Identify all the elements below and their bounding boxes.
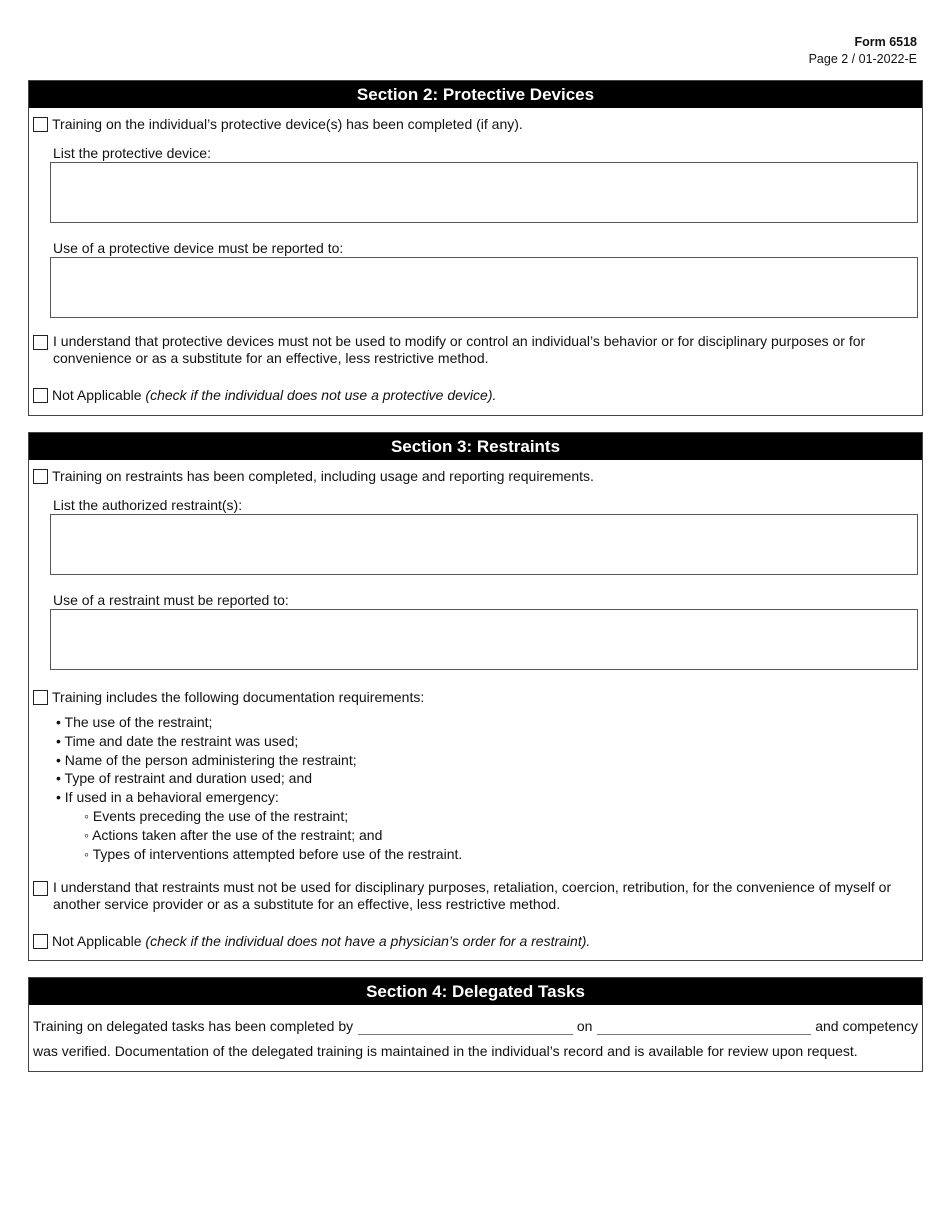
form-identifier xyxy=(809,34,917,68)
restraint-training-row xyxy=(33,468,918,485)
restraint-report-label: Use of a restraint must be reported to: xyxy=(53,592,289,608)
delegated-text-on: on xyxy=(576,1018,593,1034)
protective-understand-checkbox[interactable] xyxy=(33,335,48,350)
sub-list-item: ◦ Actions taken after the use of the restraint; and xyxy=(84,826,383,843)
sub-list-item: ◦ Events preceding the use of the restraint; xyxy=(84,807,349,824)
protective-understand-row xyxy=(33,333,918,367)
list-item: • Name of the person administering the restraint; xyxy=(56,751,357,768)
restraint-na-label: Not Applicable xyxy=(52,933,142,949)
protective-understand-label: I understand that protective devices must not be used to modify or control an individual’s behavior or for disciplinary purposes or for convenience or as a substitute for an effective, less restrictive method. xyxy=(53,333,866,366)
protective-training-label: Training on the individual’s protective device(s) has been completed (if any). xyxy=(52,116,523,132)
delegated-text-before: Training on delegated tasks has been completed by xyxy=(33,1018,354,1034)
restraint-understand-label: I understand that restraints must not be used for disciplinary purposes, retaliation, coercion, retribution, for the convenience of myself or another service provider or as a substitute for an effective, less restrictive method. xyxy=(53,879,892,912)
protective-device-list-label: List the protective device: xyxy=(53,145,211,161)
restraint-list-field[interactable] xyxy=(50,514,918,575)
protective-training-row xyxy=(33,116,918,133)
restraint-na-note: (check if the individual does not have a physician’s order for a restraint). xyxy=(145,933,591,949)
section-restraints xyxy=(28,432,923,961)
protective-na-note: (check if the individual does not use a protective device). xyxy=(145,387,497,403)
section-3-title: Section 3: Restraints xyxy=(29,433,922,460)
completed-by-field[interactable] xyxy=(358,1018,573,1035)
protective-report-field[interactable] xyxy=(50,257,918,318)
documentation-checkbox[interactable] xyxy=(33,690,48,705)
restraint-list-label: List the authorized restraint(s): xyxy=(53,497,243,513)
section-2-title: Section 2: Protective Devices xyxy=(29,81,922,108)
restraint-report-field[interactable] xyxy=(50,609,918,670)
page-info: Page 2 / 01-2022-E xyxy=(808,52,917,66)
delegated-line-2 xyxy=(33,1043,918,1060)
restraint-understand-row xyxy=(33,879,918,913)
list-item: • If used in a behavioral emergency: xyxy=(56,789,279,806)
date-field[interactable] xyxy=(597,1018,811,1035)
protective-na-checkbox[interactable] xyxy=(33,388,48,403)
documentation-label: Training includes the following documentation requirements: xyxy=(52,689,425,705)
section-protective-devices xyxy=(28,80,923,416)
restraint-na-row xyxy=(33,933,918,950)
protective-na-row xyxy=(33,387,918,404)
protective-device-list-field[interactable] xyxy=(50,162,918,223)
list-item: • The use of the restraint; xyxy=(56,714,213,730)
sub-list-item: ◦ Types of interventions attempted before use of the restraint. xyxy=(84,845,463,862)
protective-training-checkbox[interactable] xyxy=(33,117,48,132)
list-item: • Time and date the restraint was used; xyxy=(56,732,299,749)
section-delegated-tasks xyxy=(28,977,923,1072)
restraint-na-checkbox[interactable] xyxy=(33,934,48,949)
delegated-line-1 xyxy=(33,1018,918,1035)
restraint-understand-checkbox[interactable] xyxy=(33,881,48,896)
form-number: Form 6518 xyxy=(854,35,917,49)
documentation-row xyxy=(33,689,918,706)
section-4-title: Section 4: Delegated Tasks xyxy=(29,978,922,1005)
delegated-text-after: and competency xyxy=(815,1018,918,1034)
restraint-training-label: Training on restraints has been completed, including usage and reporting requirements. xyxy=(52,468,594,484)
list-item: • Type of restraint and duration used; and xyxy=(56,770,313,787)
restraint-training-checkbox[interactable] xyxy=(33,469,48,484)
protective-na-label: Not Applicable xyxy=(52,387,142,403)
documentation-list xyxy=(56,713,462,863)
delegated-text-line2: was verified. Documentation of the delegated training is maintained in the individual’s record and is available for review upon request. xyxy=(33,1043,858,1059)
protective-report-label: Use of a protective device must be reported to: xyxy=(53,240,344,256)
